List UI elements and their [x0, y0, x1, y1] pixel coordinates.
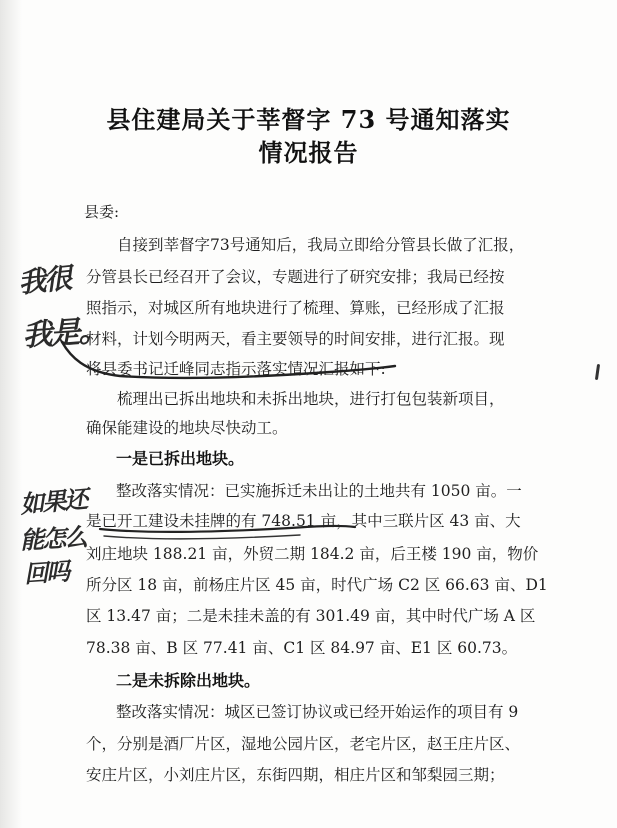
body-line: 将县委书记迁峰同志指示落实情况汇报如下: [86, 360, 386, 378]
stray-ink-mark [595, 364, 600, 380]
body-line: 自接到莘督字73号通知后，我局立即给分管县长做了汇报， [117, 236, 525, 254]
body-line: 照指示，对城区所有地块进行了梳理、算账，已经形成了汇报 [86, 299, 505, 317]
handwritten-note-line: 我是。 [21, 313, 108, 354]
document-title-line-1: 县住建局关于莘督字 73 号通知落实 [106, 105, 511, 134]
section1-line: 78.38 亩、B 区 77.41 亩、C1 区 84.97 亩、E1 区 60.73。 [86, 639, 518, 657]
handwritten-note-line: 回吗 [23, 557, 70, 589]
salutation: 县委: [84, 203, 120, 221]
body-line: 梳理出已拆出地块和未拆出地块，进行打包包装新项目， [117, 390, 505, 408]
section1-line: 区 13.47 亩；二是未挂未盖的有 301.49 亩，其中时代广场 A 区 [86, 607, 536, 625]
section1-line: 所分区 18 亩，前杨庄片区 45 亩，时代广场 C2 区 66.63 亩、D1 [86, 576, 548, 594]
document-title-line-2: 情况报告 [258, 138, 359, 167]
section1-line: 刘庄地块 188.21 亩，外贸二期 184.2 亩，后王楼 190 亩，物价 [86, 545, 539, 563]
section-heading-2: 二是未拆除出地块。 [116, 671, 261, 690]
section1-line: 整改落实情况：已实施拆迁未出让的土地共有 1050 亩。一 [116, 482, 522, 500]
body-line: 确保能建设的地块尽快动工。 [86, 419, 288, 437]
section2-line: 整改落实情况：城区已签订协议或已经开始运作的项目有 9 [116, 703, 519, 721]
section1-line: 是已开工建设未挂牌的有 748.51 亩，其中三联片区 43 亩、大 [86, 512, 521, 530]
body-line: 材料，计划今明两天，看主要领导的时间安排，进行汇报。现 [86, 330, 505, 348]
handwritten-note-line: 我很 [16, 261, 72, 300]
section-heading-1: 一是已拆出地块。 [116, 449, 245, 468]
body-line: 分管县长已经召开了会议，专题进行了研究安排；我局已经按 [86, 268, 505, 286]
section2-line: 安庄片区，小刘庄片区，东街四期，相庄片区和邹梨园三期； [86, 766, 505, 784]
underline-ink-stroke [104, 535, 300, 539]
section2-line: 个，分别是酒厂片区，湿地公园片区，老宅片区，赵王庄片区、 [86, 735, 521, 753]
handwritten-note-line: 如果还 [19, 485, 88, 519]
handwritten-note-line: 能怎么 [19, 523, 87, 555]
